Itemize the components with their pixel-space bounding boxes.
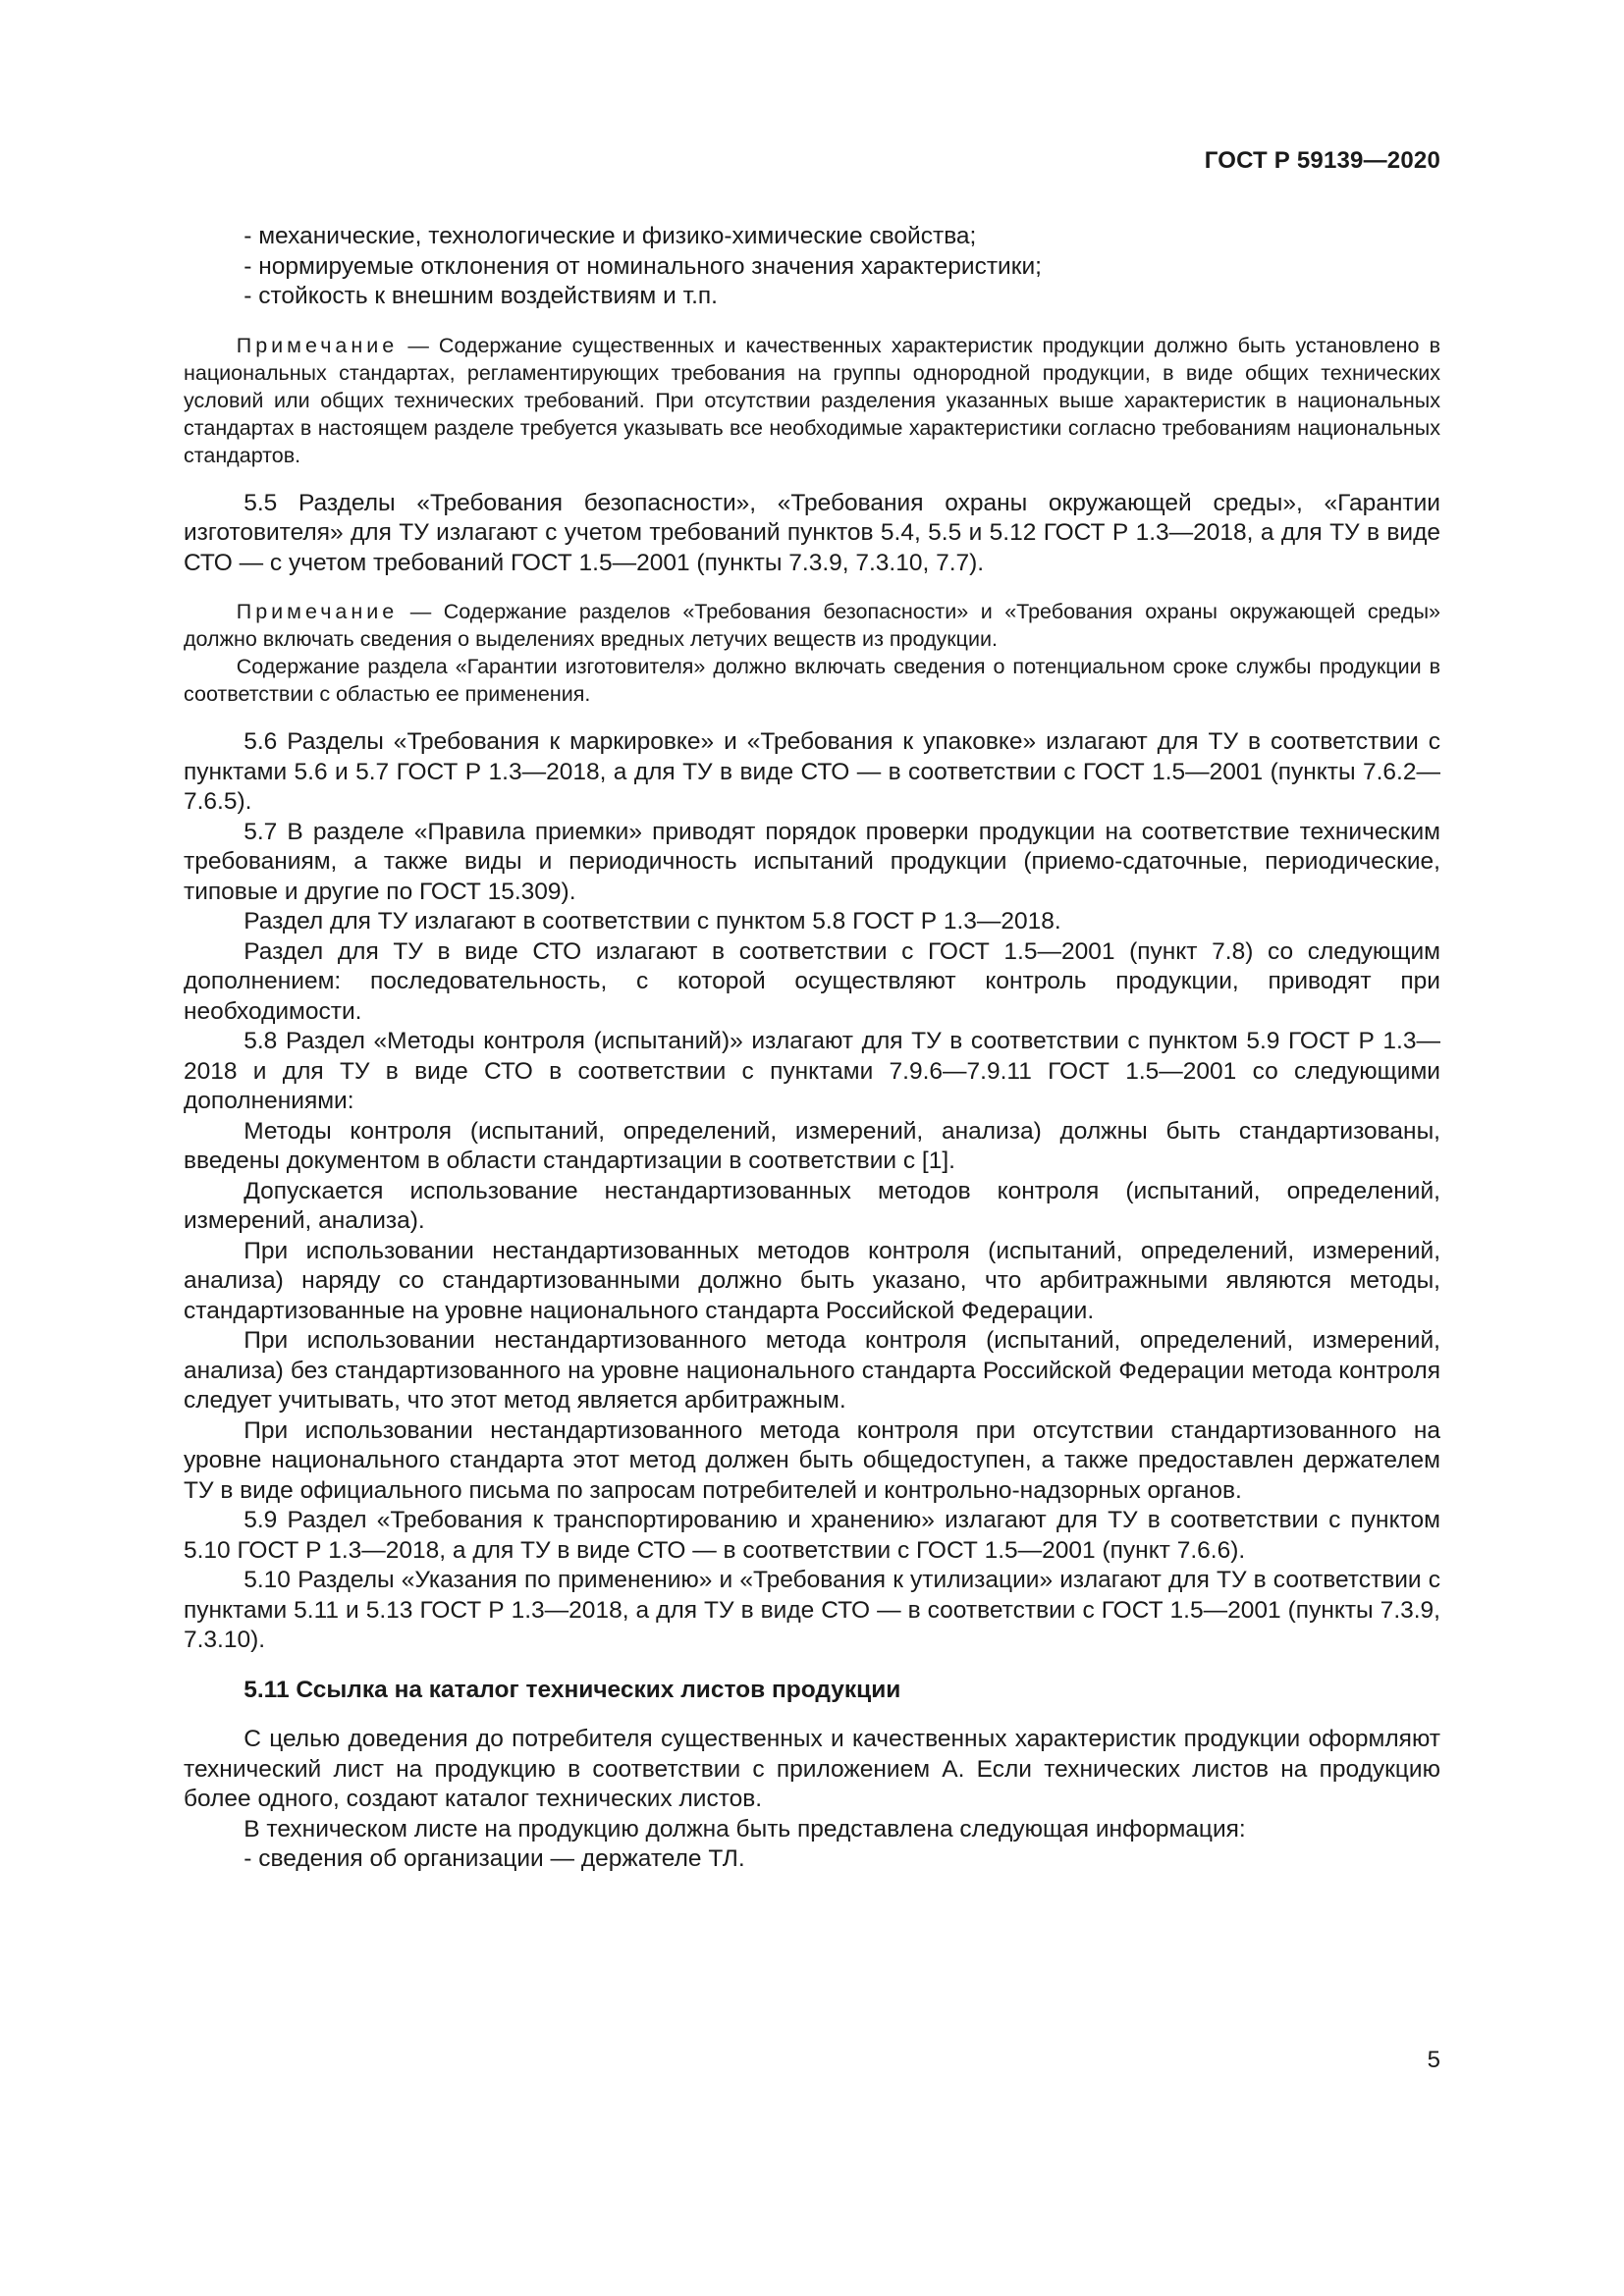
list-item: - сведения об организации — держателе ТЛ. — [244, 1845, 745, 1872]
note-text: — Содержание разделов «Требования безопасности» и «Требования охраны окружающей среды» должно включать сведения о выделениях вредных летучих веществ из продукции. — [184, 600, 1440, 651]
note-label: Примечание — [236, 333, 399, 357]
paragraph: Раздел для ТУ излагают в соответствии с пунктом 5.8 ГОСТ Р 1.3—2018. — [244, 908, 1061, 934]
paragraph-5-7: 5.7 В разделе «Правила приемки» приводят порядок проверки продукции на соответствие техническим требованиям, а также виды и периодичность испытаний продукции (приемо-сдаточные, периодические, типовые и другие по ГОСТ 15.309). — [184, 818, 1440, 905]
document-number: ГОСТ Р 59139—2020 — [1204, 147, 1440, 174]
paragraph-5-10: 5.10 Разделы «Указания по применению» и «Требования к утилизации» излагают для ТУ в соответствии с пунктами 5.11 и 5.13 ГОСТ Р 1.3—2018, а для ТУ в виде СТО — в соответствии с ГОСТ 1.5—2001 (пункты 7.3.9, 7.3.10). — [184, 1567, 1440, 1653]
paragraph: Методы контроля (испытаний, определений, измерений, анализа) должны быть стандартизованы, введены документом в области стандартизации в соответствии с [1]. — [184, 1117, 1440, 1174]
note-paragraph: Содержание раздела «Гарантии изготовителя» должно включать сведения о потенциальном сроке службы продукции в соответствии с областью ее применения. — [184, 655, 1440, 706]
paragraph-5-6: 5.6 Разделы «Требования к маркировке» и «Требования к упаковке» излагают для ТУ в соответствии с пунктами 5.6 и 5.7 ГОСТ Р 1.3—2018, а для ТУ в виде СТО — в соответствии с ГОСТ 1.5—2001 (пункты 7.6.2—7.6.5). — [184, 728, 1440, 815]
note-paragraph — [184, 598, 1440, 653]
paragraph: Допускается использование нестандартизованных методов контроля (испытаний, определений, измерений, анализа). — [184, 1177, 1440, 1234]
list-item: - стойкость к внешним воздействиям и т.п. — [244, 283, 718, 309]
paragraph: При использовании нестандартизованного метода контроля (испытаний, определений, измерений, анализа) без стандартизованного на уровне национального стандарта Российской Федерации метода контроля следует учитывать, что этот метод является арбитражным. — [184, 1327, 1440, 1414]
list-item: - нормируемые отклонения от номинального значения характеристики; — [244, 252, 1042, 280]
page-number: 5 — [1427, 2047, 1440, 2073]
paragraph-5-8: 5.8 Раздел «Методы контроля (испытаний)» излагают для ТУ в соответствии с пунктом 5.9 ГОСТ Р 1.3—2018 и для ТУ в виде СТО в соответствии с пунктами 7.9.6—7.9.11 ГОСТ 1.5—2001 со следующими дополнениями: — [184, 1028, 1440, 1114]
paragraph-5-5: 5.5 Разделы «Требования безопасности», «Требования охраны окружающей среды», «Гарантии изготовителя» для ТУ излагают с учетом требований пунктов 5.4, 5.5 и 5.12 ГОСТ Р 1.3—2018, а для ТУ в виде СТО — с учетом требований ГОСТ 1.5—2001 (пункты 7.3.9, 7.3.10, 7.7). — [184, 489, 1440, 576]
note-label: Примечание — [236, 600, 399, 623]
paragraph: При использовании нестандартизованного метода контроля при отсутствии стандартизованного на уровне национального стандарта этот метод должен быть общедоступен, а также предоставлен держателем ТУ в виде официального письма по запросам потребителей и контрольно-надзорных органов. — [184, 1416, 1440, 1504]
paragraph: В техническом листе на продукцию должна быть представлена следующая информация: — [244, 1815, 1246, 1842]
paragraph-5-9: 5.9 Раздел «Требования к транспортированию и хранению» излагают для ТУ в соответствии с пунктом 5.10 ГОСТ Р 1.3—2018, а для ТУ в виде СТО — в соответствии с ГОСТ 1.5—2001 (пункт 7.6.6). — [184, 1507, 1440, 1564]
note-paragraph — [184, 332, 1440, 469]
document-body — [184, 222, 1440, 1875]
paragraph-5-11: С целью доведения до потребителя существенных и качественных характеристик продукции оформляют технический лист на продукцию в соответствии с приложением А. Если технических листов на продукцию более одного, создают каталог технических листов. — [184, 1726, 1440, 1812]
list-item: - механические, технологические и физико-химические свойства; — [244, 223, 977, 249]
paragraph: Раздел для ТУ в виде СТО излагают в соответствии с ГОСТ 1.5—2001 (пункт 7.8) со следующим дополнением: последовательность, с которой осуществляют контроль продукции, приводят при необходимости. — [184, 937, 1440, 1025]
section-heading: 5.11 Ссылка на каталог технических листов продукции — [244, 1676, 901, 1703]
paragraph: При использовании нестандартизованных методов контроля (испытаний, определений, измерений, анализа) наряду со стандартизованными должно быть указано, что арбитражными являются методы, стандартизованные на уровне национального стандарта Российской Федерации. — [184, 1237, 1440, 1324]
note-text: — Содержание существенных и качественных характеристик продукции должно быть установлено в национальных стандартах, регламентирующих требования на группы однородной продукции, в виде общих технических условий или общих технических требований. При отсутствии разделения указанных выше характеристик в национальных стандартах в настоящем разделе требуется указывать все необходимые характеристики согласно требованиям национальных стандартов. — [184, 333, 1440, 467]
